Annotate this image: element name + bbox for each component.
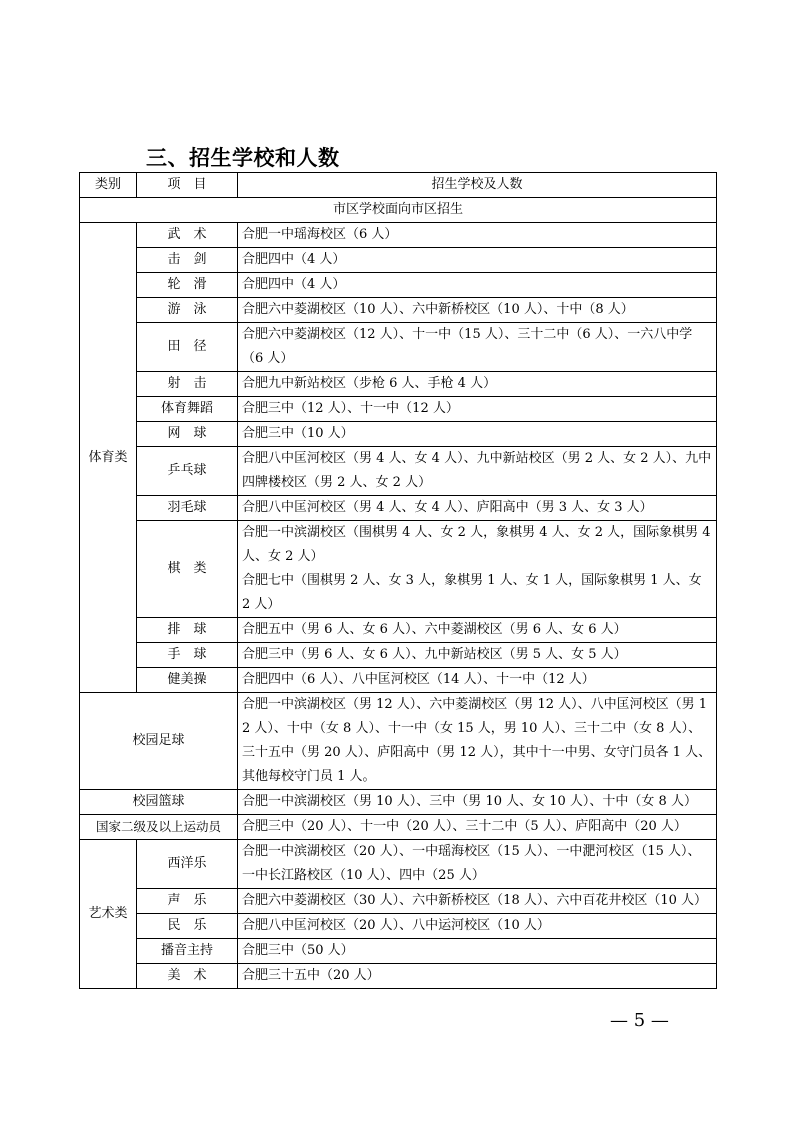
schools-cell: 合肥四中（4 人）: [238, 248, 717, 273]
category-arts: 艺术类: [80, 840, 137, 989]
schools-cell: 合肥四中（4 人）: [238, 273, 717, 298]
header-category: 类别: [80, 173, 137, 198]
schools-paragraph: 合肥一中滨湖校区（围棋男 4 人、女 2 人，象棋男 4 人、女 2 人，国际象棋男 4 人、女 2 人）: [242, 525, 711, 564]
table-row: [80, 815, 717, 840]
schools-cell: 合肥三中（50 人）: [238, 939, 717, 964]
item-cell: 美 术: [137, 964, 238, 989]
item-cell: 轮 滑: [137, 273, 238, 298]
table-row: [80, 840, 717, 889]
table-row: [80, 496, 717, 521]
schools-cell: 合肥一中滨湖校区（20 人）、一中瑶海校区（15 人）、一中淝河校区（15 人）、一中长江路校区（10 人）、四中（25 人）: [238, 840, 717, 889]
item-cell: 田 径: [137, 323, 238, 372]
table-row: [80, 422, 717, 447]
item-cell: 乒乓球: [137, 447, 238, 496]
schools-cell: 合肥九中新站校区（步枪 6 人、手枪 4 人）: [238, 372, 717, 397]
table-row: [80, 323, 717, 372]
page-title: 三、招生学校和人数: [146, 146, 340, 170]
table-row: [80, 521, 717, 618]
schools-cell: 合肥五中（男 6 人、女 6 人）、六中菱湖校区（男 6 人、女 6 人）: [238, 618, 717, 643]
item-cell: 网 球: [137, 422, 238, 447]
header-item: 项 目: [137, 173, 238, 198]
basketball-label: 校园篮球: [80, 790, 238, 815]
table-row: [80, 248, 717, 273]
table-row: [80, 618, 717, 643]
item-cell: 播音主持: [137, 939, 238, 964]
schools-cell: 合肥四中（6 人）、八中匡河校区（14 人）、十一中（12 人）: [238, 668, 717, 693]
football-label: 校园足球: [80, 693, 238, 790]
header-schools: 招生学校及人数: [238, 173, 717, 198]
page-number: — 5 —: [610, 1010, 669, 1031]
item-cell: 排 球: [137, 618, 238, 643]
section-row: [80, 198, 717, 223]
table-row: [80, 939, 717, 964]
table-header-row: [80, 173, 717, 198]
national-athlete-label: 国家二级及以上运动员: [80, 815, 238, 840]
table-row: [80, 914, 717, 939]
table-row: [80, 372, 717, 397]
schools-cell: 合肥一中滨湖校区（男 10 人）、三中（男 10 人、女 10 人）、十中（女 8 人）: [238, 790, 717, 815]
schools-cell: 合肥一中瑶海校区（6 人）: [238, 223, 717, 248]
table-row: [80, 223, 717, 248]
item-cell: 羽毛球: [137, 496, 238, 521]
schools-cell: 合肥一中滨湖校区（男 12 人）、六中菱湖校区（男 12 人）、八中匡河校区（男 12 人）、十中（女 8 人）、十一中（女 15 人，男 10 人）、三十二中（女 8 人）、三十五中（男 20 人）、庐阳高中（男 12 人），其中十一中男、女守门员各 1 人、其他每校守门员 1 人。: [238, 693, 717, 790]
item-cell: 健美操: [137, 668, 238, 693]
item-cell: 游 泳: [137, 298, 238, 323]
schools-cell: 合肥三十五中（20 人）: [238, 964, 717, 989]
schools-cell: [238, 521, 717, 618]
schools-paragraph: 合肥七中（围棋男 2 人、女 3 人，象棋男 1 人、女 1 人，国际象棋男 1 人、女 2 人）: [242, 573, 702, 612]
table-row: [80, 273, 717, 298]
item-cell: 体育舞蹈: [137, 397, 238, 422]
item-cell: 击 剑: [137, 248, 238, 273]
schools-cell: 合肥六中菱湖校区（12 人）、十一中（15 人）、三十二中（6 人）、一六八中学（6 人）: [238, 323, 717, 372]
section-title: 市区学校面向市区招生: [80, 198, 717, 223]
item-cell: 西洋乐: [137, 840, 238, 889]
item-cell: 棋 类: [137, 521, 238, 618]
schools-cell: 合肥八中匡河校区（男 4 人、女 4 人）、庐阳高中（男 3 人、女 3 人）: [238, 496, 717, 521]
table-row: [80, 298, 717, 323]
schools-cell: 合肥三中（12 人）、十一中（12 人）: [238, 397, 717, 422]
schools-cell: 合肥八中匡河校区（男 4 人、女 4 人）、九中新站校区（男 2 人、女 2 人）、九中四牌楼校区（男 2 人、女 2 人）: [238, 447, 717, 496]
table-row: [80, 790, 717, 815]
enrollment-table: [79, 172, 717, 989]
table-row: [80, 447, 717, 496]
category-sports: 体育类: [80, 223, 137, 693]
schools-cell: 合肥六中菱湖校区（10 人）、六中新桥校区（10 人）、十中（8 人）: [238, 298, 717, 323]
item-cell: 声 乐: [137, 889, 238, 914]
schools-cell: 合肥三中（20 人）、十一中（20 人）、三十二中（5 人）、庐阳高中（20 人）: [238, 815, 717, 840]
table-row: [80, 964, 717, 989]
schools-cell: 合肥三中（10 人）: [238, 422, 717, 447]
table-row: [80, 397, 717, 422]
item-cell: 武 术: [137, 223, 238, 248]
item-cell: 民 乐: [137, 914, 238, 939]
schools-cell: 合肥八中匡河校区（20 人）、八中运河校区（10 人）: [238, 914, 717, 939]
table-row: [80, 693, 717, 790]
table-row: [80, 668, 717, 693]
item-cell: 射 击: [137, 372, 238, 397]
table-row: [80, 889, 717, 914]
schools-cell: 合肥六中菱湖校区（30 人）、六中新桥校区（18 人）、六中百花井校区（10 人）: [238, 889, 717, 914]
schools-cell: 合肥三中（男 6 人、女 6 人）、九中新站校区（男 5 人、女 5 人）: [238, 643, 717, 668]
item-cell: 手 球: [137, 643, 238, 668]
table-row: [80, 643, 717, 668]
